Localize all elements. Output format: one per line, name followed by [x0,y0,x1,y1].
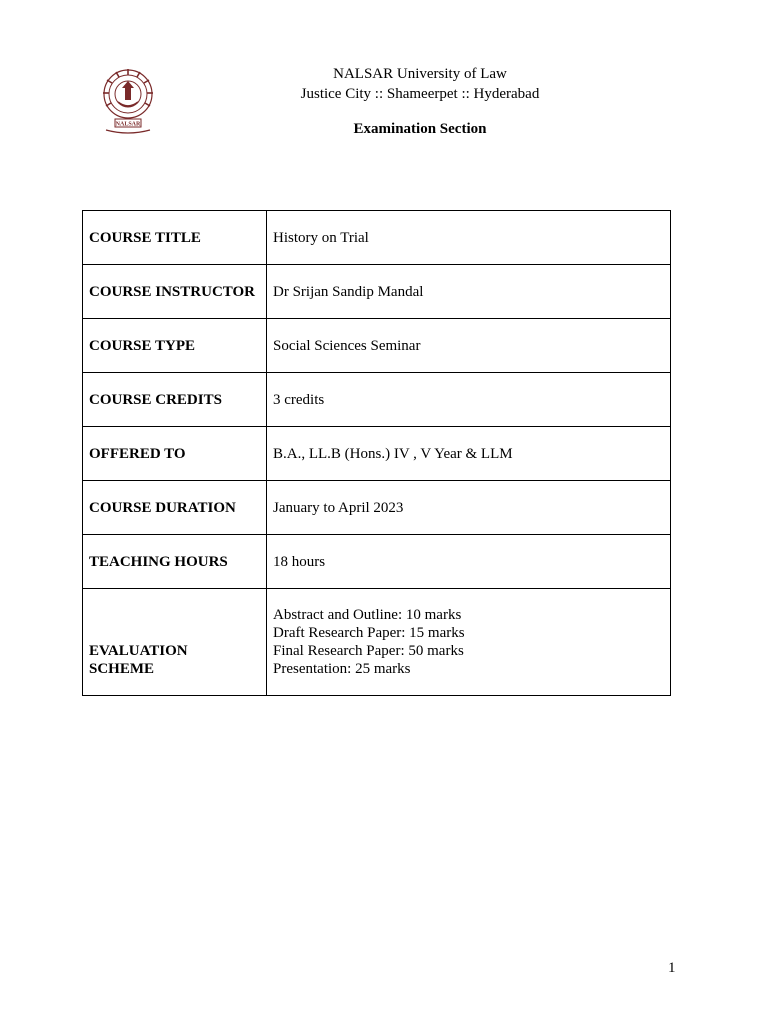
row-label: TEACHING HOURS [83,535,267,589]
table-row [83,211,671,265]
evaluation-item: Abstract and Outline: 10 marks [273,607,462,623]
row-label: OFFERED TO [83,427,267,481]
course-details-table [82,210,671,696]
table-row [83,373,671,427]
row-value: Social Sciences Seminar [267,319,671,373]
evaluation-item: Final Research Paper: 50 marks [273,643,464,659]
table-row [83,427,671,481]
row-label: COURSE DURATION [83,481,267,535]
row-value: History on Trial [267,211,671,265]
table-row [83,535,671,589]
row-value: 3 credits [267,373,671,427]
row-label: COURSE CREDITS [83,373,267,427]
evaluation-label-line2: SCHEME [89,661,155,677]
row-label: COURSE INSTRUCTOR [83,265,267,319]
table-row [83,319,671,373]
table-row [83,481,671,535]
evaluation-item: Draft Research Paper: 15 marks [273,625,465,641]
row-value: 18 hours [267,535,671,589]
page-number: 1 [668,960,676,976]
table-row-evaluation [83,589,671,696]
evaluation-label-line1: EVALUATION [89,643,188,659]
table-row [83,265,671,319]
university-address: Justice City :: Shameerpet :: Hyderabad [300,86,540,102]
row-value: B.A., LL.B (Hons.) IV , V Year & LLM [267,427,671,481]
evaluation-label [83,589,267,696]
logo-text: NALSAR [115,121,141,128]
row-label: COURSE TYPE [83,319,267,373]
row-value: January to April 2023 [267,481,671,535]
row-value: Dr Srijan Sandip Mandal [267,265,671,319]
row-label: COURSE TITLE [83,211,267,265]
nalsar-emblem-icon [98,66,158,136]
section-title: Examination Section [353,121,487,137]
evaluation-items [267,589,671,696]
university-name: NALSAR University of Law [333,66,507,82]
evaluation-item: Presentation: 25 marks [273,661,411,677]
